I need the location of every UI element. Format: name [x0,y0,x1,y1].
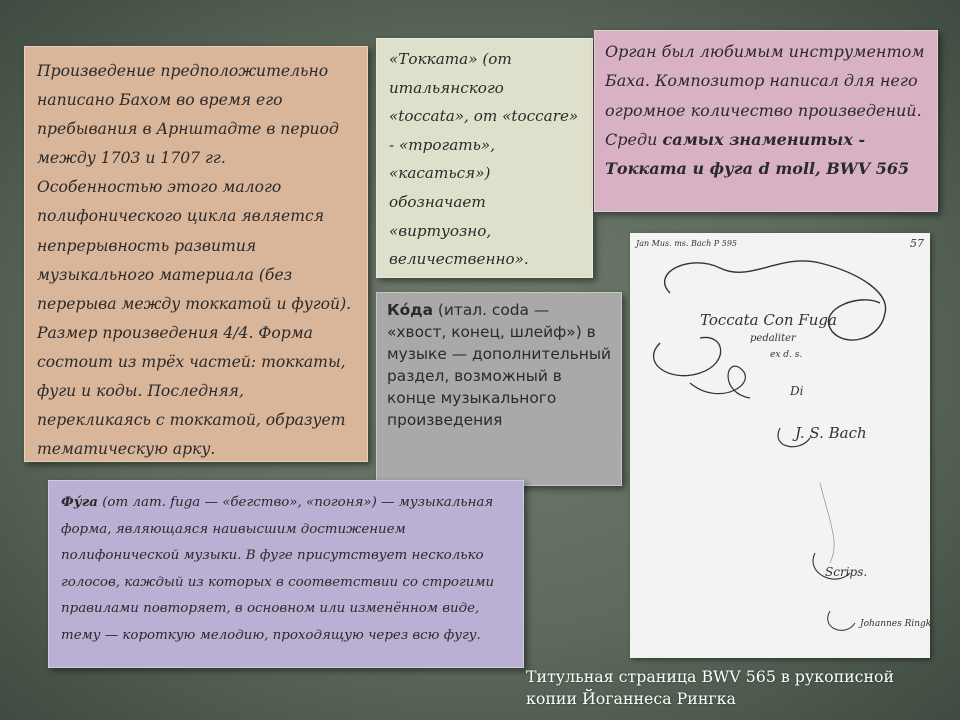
card-toccata-definition [376,38,593,278]
card-coda-definition [376,292,622,486]
manuscript-title-line1: Toccata Con Fuga [700,311,837,329]
manuscript-title-line2: pedaliter [750,333,796,344]
manuscript-scrips: Scrips. [825,565,868,579]
card-organ-info [594,30,938,212]
manuscript-title-line3: ex d. s. [770,350,803,360]
coda-text: (итал. coda — «хвост, конец, шлейф») в музыке — дополнительный раздел, возможный в конце музыкального произведения [387,301,611,429]
card-organ-text: Орган был любимым инструментом Баха. Композитор написал для него огромное количество произведений. Среди [605,42,925,149]
fugue-term: Фу́га [61,494,98,510]
caption-line1: Титульная страница BWV 565 в рукописной [526,667,895,686]
fugue-text: (от лат. fuga — «бегство», «погоня») — музыкальная форма, являющаяся наивысшим достижением полифонической музыки. В фуге присутствует несколько голосов, каждый из которых в соответствии со строгими правилами повторяет, в основном или изменённом виде, тему — короткую мелодию, проходящую через всю фугу. [61,495,495,643]
manuscript-title-page-image [630,233,930,658]
card-organ-highlight: самых знаменитых - Токката и фуга d moll, BWV 565 [605,129,910,179]
manuscript-page-number: 57 [910,237,924,250]
manuscript-drawing [630,233,930,658]
manuscript-composer: J. S. Bach [795,424,867,442]
card-toccata-text: «Токката» (от итальянского «toccata», от «toccare» - «трогать», «касаться») обозначает «виртуозно, величественно». [389,50,579,269]
card-bach-text: Произведение предположительно написано Бахом во время его пребывания в Арнштадте в период между 1703 и 1707 гг. Особенностью этого малого полифонического цикла является непрерывность развития музыкального материала (без перерыва между токкатой и фугой). Размер произведения 4/4. Форма состоит из трёх частей: токкаты, фуги и коды. Последняя, перекликаясь с токкатой, образует тематическую арку. [37,62,352,459]
card-bach-history [24,46,368,462]
manuscript-di: Di [790,384,804,398]
manuscript-copyist: Johannes Ringk [860,619,930,629]
manuscript-header: Jan Mus. ms. Bach P 595 [636,239,738,248]
coda-term: Ко́да [387,301,433,319]
caption-line2: копии Йоганнеса Рингка [526,689,736,708]
image-caption [526,666,956,710]
card-fugue-definition [48,480,524,668]
